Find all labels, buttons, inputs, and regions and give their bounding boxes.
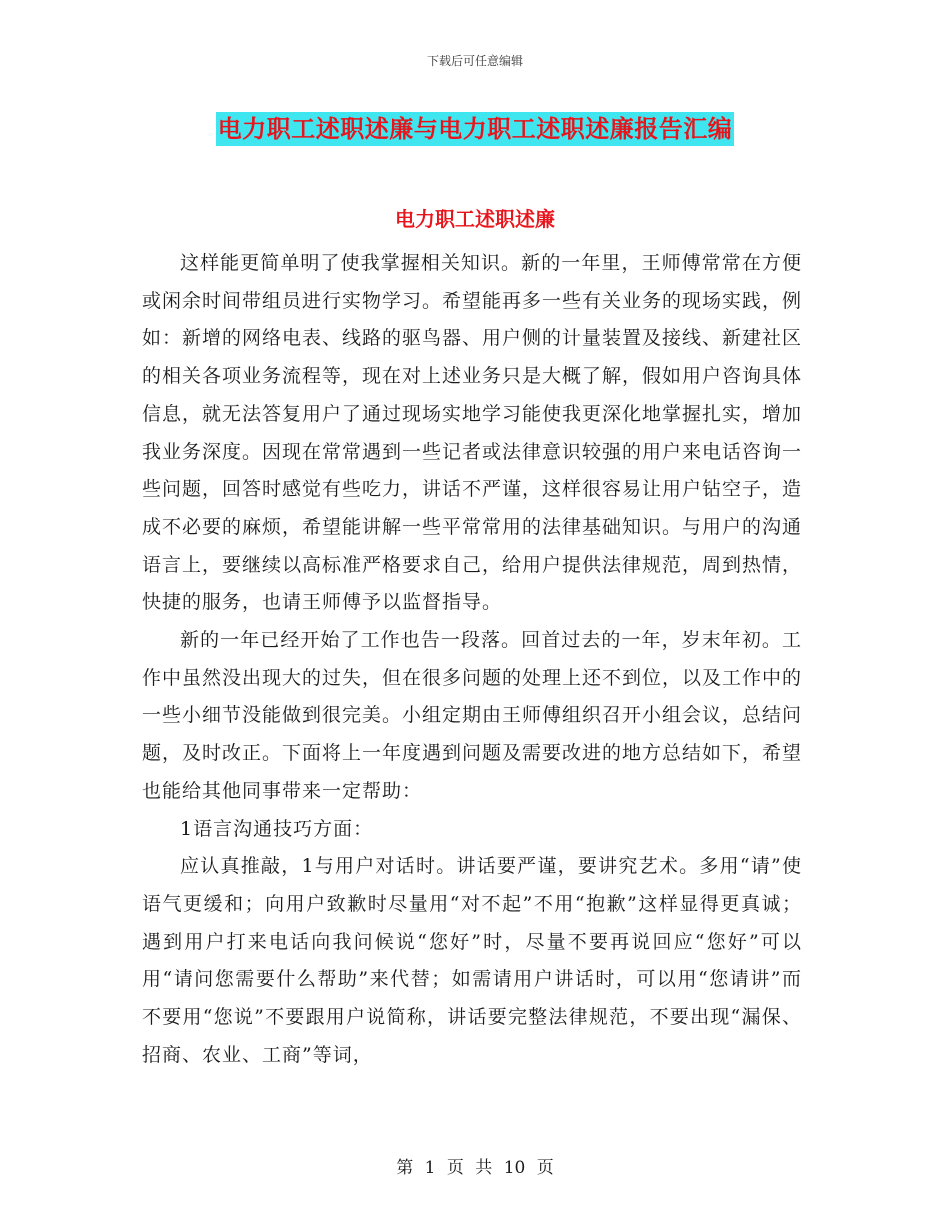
paragraph-2: 新的一年已经开始了工作也告一段落。回首过去的一年，岁末年初。工作中虽然没出现大的过失，但在很多问题的处理上还不到位，以及工作中的一些小细节没能做到很完美。小组定期由王师傅组织召开小组会议，总结问题，及时改正。下面将上一年度遇到问题及需要改进的地方总结如下，希望也能给其他同事带来一定帮助： bbox=[142, 629, 803, 802]
document-title: 电力职工述职述廉与电力职工述职述廉报告汇编 bbox=[216, 112, 735, 146]
section-title: 电力职工述职述廉 bbox=[395, 207, 555, 231]
document-title-container bbox=[0, 112, 950, 146]
page-footer: 第 1 页 共 10 页 bbox=[396, 1158, 554, 1178]
header-note: 下载后可任意编辑 bbox=[426, 54, 523, 68]
paragraph-3: 1语言沟通技巧方面： bbox=[180, 817, 374, 840]
paragraph-4: 应认真推敲，1与用户对话时。讲话要严谨，要讲究艺术。多用“请”使语气更缓和；向用户致歉时尽量用“对不起”不用“抱歉”这样显得更真诚；遇到用户打来电话向我问候说“您好”时，尽量不要再说回应“您好”可以用“请问您需要什么帮助”来代替；如需请用户讲话时，可以用“您请讲”而不要用“您说”不要跟用户说简称，讲话要完整法律规范，不要出现“漏保、招商、农业、工商”等词， bbox=[142, 855, 802, 1066]
body-text bbox=[142, 245, 802, 1074]
paragraph-1: 这样能更简单明了使我掌握相关知识。新的一年里，王师傅常常在方便或闲余时间带组员进行实物学习。希望能再多一些有关业务的现场实践，例如：新增的网络电表、线路的驱鸟器、用户侧的计量装置及接线、新建社区的相关各项业务流程等，现在对上述业务只是大概了解，假如用户咨询具体信息，就无法答复用户了通过现场实地学习能使我更深化地掌握扎实，增加我业务深度。因现在常常遇到一些记者或法律意识较强的用户来电话咨询一些问题，回答时感觉有些吃力，讲话不严谨，这样很容易让用户钻空子，造成不必要的麻烦，希望能讲解一些平常常用的法律基础知识。与用户的沟通语言上，要继续以高标准严格要求自己，给用户提供法律规范，周到热情，快捷的服务，也请王师傅予以监督指导。 bbox=[142, 252, 803, 614]
